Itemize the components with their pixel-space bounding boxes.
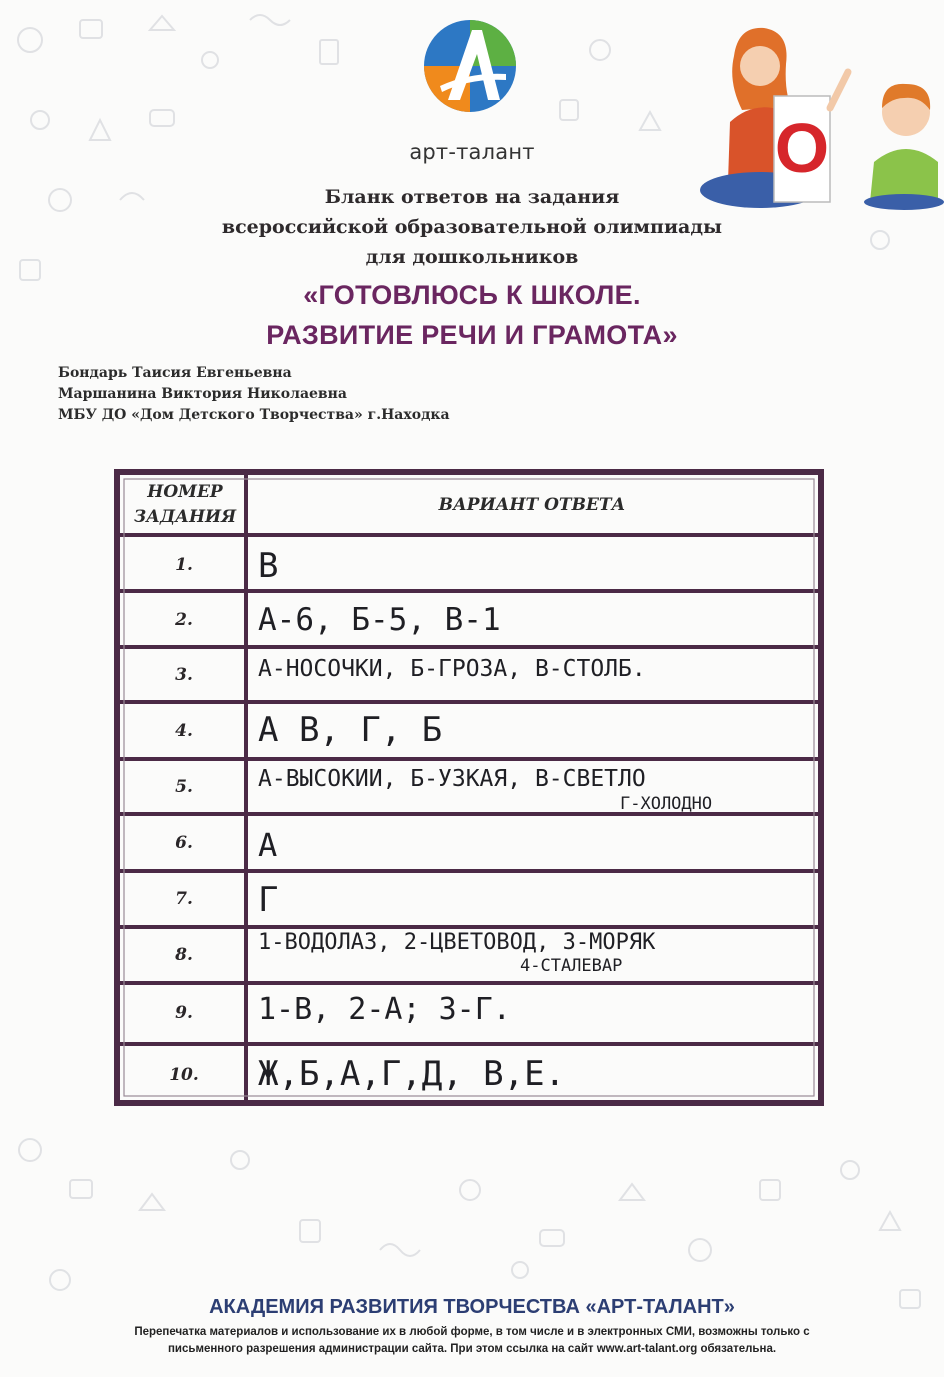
- participant-name: Бондарь Таисия Евгеньевна: [58, 365, 292, 381]
- organization-name: МБУ ДО «Дом Детского Творчества» г.Находка: [58, 407, 450, 423]
- task-number: 7.: [175, 889, 193, 909]
- teacher-child-illustration: [698, 12, 944, 212]
- task-number: 4.: [175, 721, 193, 741]
- task-number: 6.: [175, 833, 193, 853]
- brand-name: арт-талант: [409, 140, 535, 164]
- task-number: 1.: [175, 555, 193, 575]
- answer-text: А-НОСОЧКИ, Б-ГРОЗА, В-СТОЛБ.: [258, 656, 646, 682]
- academy-footer: АКАДЕМИЯ РАЗВИТИЯ ТВОРЧЕСТВА «АРТ-ТАЛАНТ»: [209, 1296, 735, 1318]
- task-number: 10.: [169, 1065, 199, 1085]
- header-number-line-2: ЗАДАНИЯ: [133, 507, 237, 527]
- answer-text: В: [258, 546, 279, 586]
- copyright-notice-line-1: Перепечатка материалов и использование их в любой форме, в том числе и в электронных СМИ, возможны только с: [134, 1326, 810, 1338]
- task-number: 5.: [175, 777, 193, 797]
- answer-text: 1-ВОДОЛАЗ, 2-ЦВЕТОВОД, 3-МОРЯК: [258, 930, 656, 955]
- answer-text: 1-В, 2-А; 3-Г.: [258, 992, 511, 1027]
- olympiad-title-line-1: «ГОТОВЛЮСЬ К ШКОЛЕ.: [303, 280, 641, 310]
- answer-text: Ж,Б,А,Г,Д, В,Е.: [258, 1054, 566, 1094]
- teacher-name: Маршанина Виктория Николаевна: [58, 386, 347, 402]
- header-line-1: Бланк ответов на задания: [324, 186, 620, 208]
- hero-card-letter: О: [774, 109, 830, 187]
- task-number: 3.: [175, 665, 193, 685]
- header-line-3: для дошкольников: [365, 246, 579, 268]
- art-talant-logo: [420, 14, 520, 124]
- header-answer: ВАРИАНТ ОТВЕТА: [438, 495, 626, 515]
- copyright-notice-line-2: письменного разрешения администрации сайта. При этом ссылка на сайт www.art-talant.org обязательна.: [167, 1343, 777, 1355]
- answer-text-extra: 4-СТАЛЕВАР: [520, 956, 623, 976]
- answer-text: Г: [258, 880, 279, 920]
- task-number: 2.: [175, 610, 193, 630]
- answer-text: А: [258, 826, 278, 864]
- task-number: 8.: [175, 945, 193, 965]
- answer-text: А-ВЫСОКИИ, Б-УЗКАЯ, В-СВЕТЛО: [258, 766, 646, 792]
- header-number-line-1: НОМЕР: [147, 482, 223, 502]
- answer-text-extra: Г-ХОЛОДНО: [620, 794, 713, 814]
- olympiad-title-line-2: РАЗВИТИЕ РЕЧИ И ГРАМОТА»: [266, 320, 678, 350]
- task-number: 9.: [175, 1003, 193, 1023]
- header-line-2: всероссийской образовательной олимпиады: [221, 216, 723, 238]
- answer-text: А-6, Б-5, В-1: [258, 602, 501, 638]
- answer-text: А В, Г, Б: [258, 710, 443, 750]
